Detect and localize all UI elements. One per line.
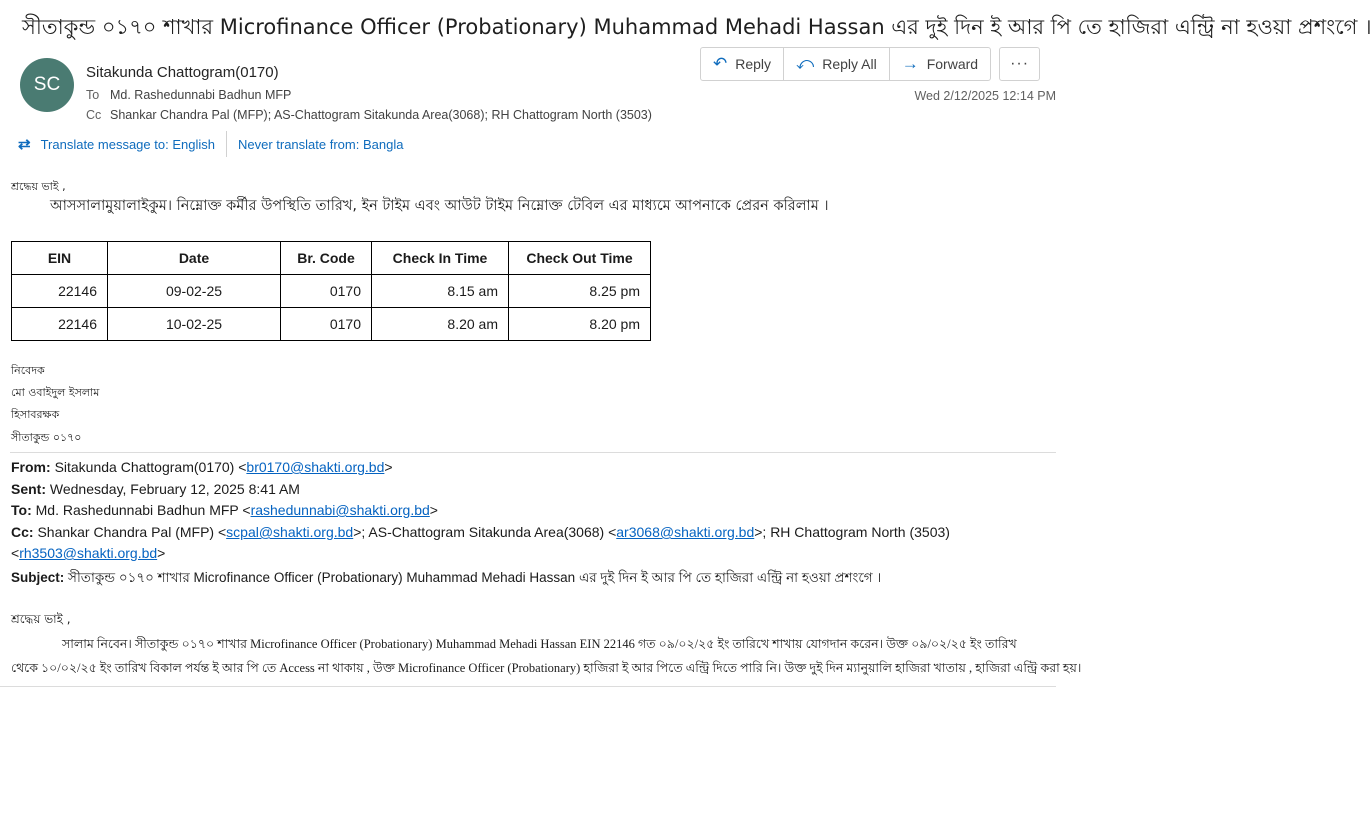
- table-cell-date: 10-02-25: [108, 308, 281, 341]
- cc-label: Cc: [86, 108, 102, 122]
- forwarded-from: From: Sitakunda Chattogram(0170) <br0170@shakti.org.bd>: [11, 459, 393, 475]
- forwarded-to-email-link[interactable]: rashedunnabi@shakti.org.bd: [250, 502, 430, 518]
- signature-line: মো ওবাইদুল ইসলাম: [11, 386, 100, 399]
- forwarded-paragraph-1: সালাম নিবেন। সীতাকুন্ড ০১৭০ শাখার Microfinance Officer (Probationary) Muhammad Mehadi Hassan EIN 22146 গত ০৯/০২/২৫ ইং তারিখে শাখায় যোগদান করেন। উক্ত ০৯/০২/২৫ ইং তারিখ: [62, 637, 1017, 651]
- col-header-check-in: Check In Time: [372, 242, 509, 275]
- forwarded-subject: [11, 567, 881, 590]
- forward-button[interactable]: [889, 47, 991, 81]
- signature-line: সীতাকুন্ড ০১৭০: [11, 431, 82, 444]
- forwarded-subject-label: Subject:: [11, 570, 65, 585]
- email-subject: সীতাকুন্ড ০১৭০ শাখার Microfinance Officer (Probationary) Muhammad Mehadi Hassan এর দুই দিন ই আর পি তে হাজিরা এন্ট্রি না হওয়া প্রশংগে ।: [22, 15, 1372, 39]
- forward-icon: →: [901, 54, 919, 73]
- sender-name[interactable]: Sitakunda Chattogram(0170): [86, 64, 279, 81]
- more-actions-button[interactable]: ···: [999, 47, 1040, 81]
- table-cell-check-out: 8.25 pm: [509, 275, 651, 308]
- attendance-table: [11, 241, 651, 341]
- forwarded-to-label: To:: [11, 502, 32, 518]
- translate-icon: ⇄: [18, 136, 31, 153]
- table-cell-ein: 22146: [12, 275, 108, 308]
- table-cell-br-code: 0170: [281, 275, 372, 308]
- reply-all-label: Reply All: [822, 56, 877, 72]
- reply-all-button[interactable]: [783, 47, 890, 81]
- content-clip-edge: [0, 686, 1056, 687]
- forward-label: Forward: [926, 56, 979, 72]
- forwarded-cc-2-email-link[interactable]: ar3068@shakti.org.bd: [616, 524, 755, 540]
- never-translate-link[interactable]: Never translate from: Bangla: [237, 136, 404, 152]
- reply-label: Reply: [735, 56, 772, 72]
- translate-link[interactable]: Translate message to: English: [40, 136, 215, 152]
- table-row: [12, 275, 651, 308]
- forwarded-sent-date: Wednesday, February 12, 2025 8:41 AM: [49, 481, 300, 497]
- forwarded-cc-1: Shankar Chandra Pal (MFP) <: [37, 524, 227, 540]
- col-header-check-out: Check Out Time: [509, 242, 651, 275]
- message-toolbar: [701, 47, 1040, 81]
- forwarded-to-name: Md. Rashedunnabi Badhun MFP <: [35, 502, 251, 518]
- forwarded-paragraph-2: থেকে ১০/০২/২৫ ইং তারিখ বিকাল পর্যন্ত ই আর পি তে Access না থাকায় , উক্ত Microfinance Officer (Probationary) হাজিরা ই আর পিতে এন্ট্রি দিতে পারি নি। উক্ত দুই দিন ম্যানুয়ালি হাজিরা খাতায় , হাজিরা এন্ট্রি করা হয়।: [11, 661, 1082, 675]
- to-label: To: [86, 88, 100, 102]
- forwarded-from-name: Sitakunda Chattogram(0170) <: [54, 459, 247, 475]
- col-header-ein: EIN: [12, 242, 108, 275]
- table-cell-check-in: 8.15 am: [372, 275, 509, 308]
- forwarded-cc: [11, 524, 950, 540]
- forwarded-cc-1-email-link[interactable]: scpal@shakti.org.bd: [226, 524, 354, 540]
- reply-icon: ↶: [713, 54, 728, 73]
- forwarded-sent: [11, 481, 300, 497]
- signature-line: হিসাবরক্ষক: [11, 408, 60, 421]
- body-intro: আসসালামুয়ালাইকুম। নিম্নোক্ত কর্মীর উপস্থিতি তারিখ, ইন টাইম এবং আউট টাইম নিম্নোক্ত টেবিল এর মাধ্যমে আপনাকে প্রেরন করিলাম ।: [50, 198, 829, 214]
- forwarded-cc-2: >; AS-Chattogram Sitakunda Area(3068) <: [353, 524, 617, 540]
- reply-button[interactable]: [700, 47, 784, 81]
- forwarded-from-email-link[interactable]: br0170@shakti.org.bd: [246, 459, 385, 475]
- sender-avatar[interactable]: SC: [20, 58, 74, 112]
- translate-divider: [226, 131, 227, 157]
- table-cell-ein: 22146: [12, 308, 108, 341]
- cc-recipients[interactable]: Shankar Chandra Pal (MFP); AS-Chattogram Sitakunda Area(3068); RH Chattogram North (3503): [110, 108, 652, 122]
- body-greeting: শ্রদ্ধেয় ভাই ,: [11, 180, 66, 193]
- forwarded-to: To: Md. Rashedunnabi Badhun MFP <rashedunnabi@shakti.org.bd>: [11, 502, 438, 518]
- forwarded-cc-label: Cc:: [11, 524, 34, 540]
- table-cell-check-out: 8.20 pm: [509, 308, 651, 341]
- table-cell-br-code: 0170: [281, 308, 372, 341]
- reply-all-icon: ⤺: [796, 54, 815, 73]
- table-row: [12, 308, 651, 341]
- forwarded-cc-cont: <rh3503@shakti.org.bd>: [11, 545, 166, 561]
- forward-divider: [10, 452, 1056, 453]
- to-line: [86, 88, 291, 102]
- forwarded-greeting: শ্রদ্ধেয় ভাই ,: [11, 612, 71, 626]
- forwarded-cc-3-email-link[interactable]: rh3503@shakti.org.bd: [19, 545, 158, 561]
- translate-bar: [18, 130, 403, 158]
- cc-line: [86, 108, 652, 122]
- table-header-row: [12, 242, 651, 275]
- forwarded-from-label: From:: [11, 459, 51, 475]
- signature-line: নিবেদক: [11, 364, 45, 377]
- received-date: Wed 2/12/2025 12:14 PM: [914, 89, 1056, 103]
- col-header-br-code: Br. Code: [281, 242, 372, 275]
- col-header-date: Date: [108, 242, 281, 275]
- forwarded-sent-label: Sent:: [11, 481, 46, 497]
- forwarded-cc-3: >; RH Chattogram North (3503): [754, 524, 950, 540]
- table-cell-date: 09-02-25: [108, 275, 281, 308]
- to-recipient[interactable]: Md. Rashedunnabi Badhun MFP: [110, 88, 292, 102]
- table-cell-check-in: 8.20 am: [372, 308, 509, 341]
- forwarded-subject-text: সীতাকুন্ড ০১৭০ শাখার Microfinance Officer (Probationary) Muhammad Mehadi Hassan এর দুই দিন ই আর পি তে হাজিরা এন্ট্রি না হওয়া প্রশংগে ।: [68, 570, 882, 585]
